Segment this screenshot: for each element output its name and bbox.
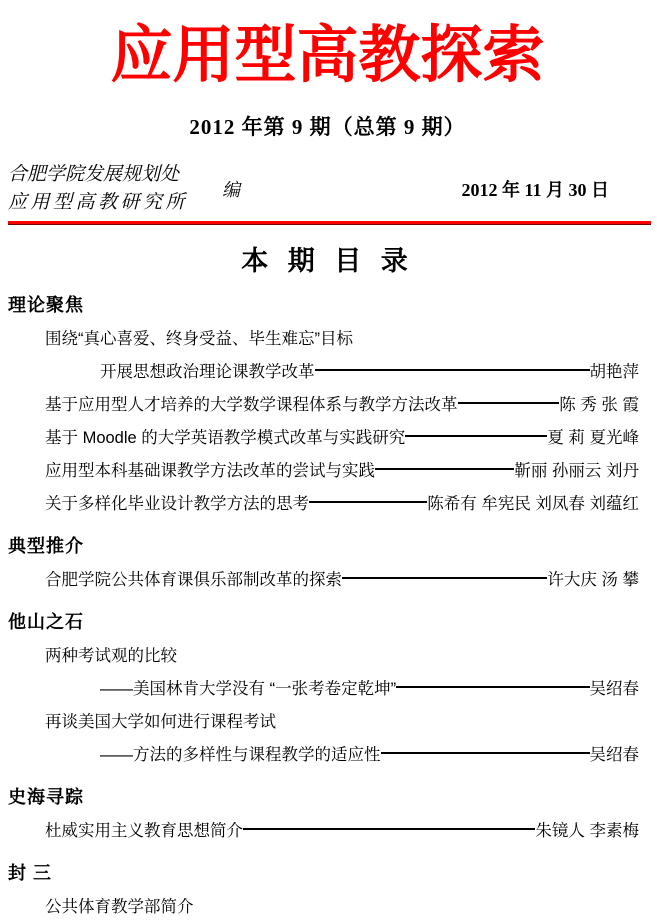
- toc-row: [8, 813, 647, 846]
- toc-heading: 本 期 目 录: [241, 245, 414, 276]
- toc-entry-title: 杜威实用主义教育思想简介: [45, 822, 243, 841]
- publisher-block: [8, 161, 647, 217]
- toc-authors: 朱镜人 李素梅: [535, 822, 639, 841]
- toc-authors: 夏 莉 夏光峰: [547, 429, 639, 448]
- section-heading: 史海寻踪: [8, 786, 84, 807]
- toc-row: [8, 420, 647, 453]
- toc-entry-title: 围绕“真心喜爱、终身受益、毕生难忘”目标: [45, 330, 353, 349]
- editor-label: 编: [222, 179, 240, 200]
- toc-entry-title: 关于多样化毕业设计教学方法的思考: [45, 495, 309, 514]
- toc-leader-line: [342, 577, 547, 579]
- toc-entry-title: 基于 Moodle 的大学英语教学模式改革与实践研究: [45, 429, 406, 448]
- toc-leader-line: [458, 402, 560, 404]
- toc-sections: [8, 291, 647, 922]
- toc-entry-title: 应用型本科基础课教学方法改革的尝试与实践: [45, 462, 375, 481]
- toc-authors: 胡艳萍: [589, 363, 639, 382]
- toc-row: [8, 453, 647, 486]
- toc-row: [8, 704, 647, 737]
- toc-row: [8, 387, 647, 420]
- toc-authors: 许大庆 汤 攀: [547, 571, 639, 590]
- toc-leader-line: [315, 369, 590, 371]
- toc-entry-title: 两种考试观的比较: [45, 647, 177, 666]
- publisher-names: [8, 161, 208, 217]
- toc-authors: 吴绍春: [589, 746, 639, 765]
- section-heading: 封 三: [8, 862, 53, 883]
- toc-leader-line: [381, 752, 590, 754]
- publisher-line1: 合肥学院发展规划处: [8, 163, 180, 185]
- toc-leader-line: [396, 686, 589, 688]
- toc-leader-line: [309, 501, 427, 503]
- toc-entry-title: 基于应用型人才培养的大学数学课程体系与教学方法改革: [45, 396, 458, 415]
- publisher-line2: 应用型高教研究所: [8, 191, 189, 213]
- toc-authors: 陈 秀 张 霞: [559, 396, 639, 415]
- section-heading: 典型推介: [8, 535, 84, 556]
- toc-entry-title: 公共体育教学部简介: [45, 898, 194, 917]
- toc-authors: 陈希有 牟宪民 刘凤春 刘蕴红: [427, 495, 639, 514]
- toc-entry-title: 开展思想政治理论课教学改革: [100, 363, 315, 382]
- section-heading: 他山之石: [8, 611, 84, 632]
- toc-row: [8, 889, 647, 922]
- toc-leader-line: [243, 828, 535, 830]
- toc-authors: 吴绍春: [589, 680, 639, 699]
- toc-row: [8, 737, 647, 770]
- toc-row: [8, 671, 647, 704]
- toc-row: [8, 562, 647, 595]
- toc-row: [8, 354, 647, 387]
- toc-row: [8, 321, 647, 354]
- toc-leader-line: [375, 468, 514, 470]
- toc-entry-title: 合肥学院公共体育课俱乐部制改革的探索: [45, 571, 342, 590]
- journal-title: 应用型高教探索: [110, 22, 545, 90]
- toc-row: [8, 486, 647, 519]
- toc-entry-title: ——美国林肯大学没有 “一张考卷定乾坤”: [100, 680, 397, 699]
- issue-date: 2012 年 11 月 30 日: [461, 179, 609, 200]
- toc-entry-title: 再谈美国大学如何进行课程考试: [45, 713, 276, 732]
- toc-entry-title: ——方法的多样性与课程教学的适应性: [100, 746, 381, 765]
- section-heading: 理论聚焦: [8, 294, 84, 315]
- toc-leader-line: [405, 435, 547, 437]
- issue-number-line: 2012 年第 9 期（总第 9 期）: [189, 114, 466, 139]
- toc-row: [8, 638, 647, 671]
- toc-authors: 靳丽 孙丽云 刘丹: [514, 462, 639, 481]
- red-divider-rule: [8, 221, 651, 225]
